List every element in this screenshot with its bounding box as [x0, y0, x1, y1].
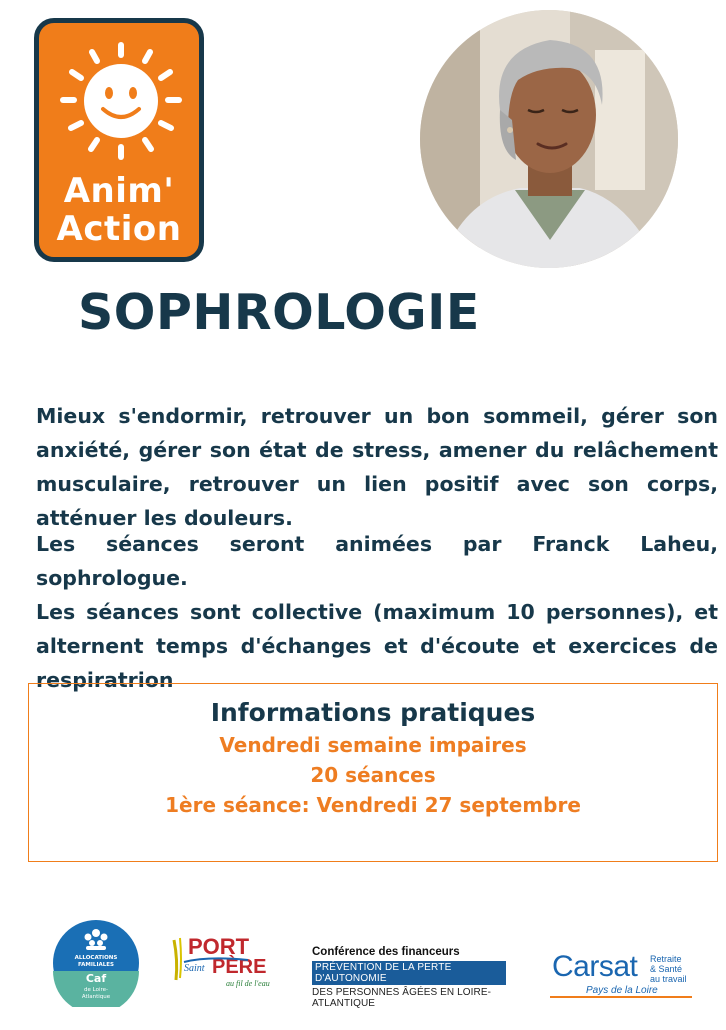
carsat-tagline-1: Retraite: [650, 954, 682, 964]
format-text: Les séances sont collective (maximum 10 personnes), et alternent temps d'échanges et d'écoute et exercices de respiratrion: [36, 600, 718, 692]
info-schedule: Vendredi semaine impaires: [219, 733, 527, 757]
caf-text-2: FAMILIALES: [78, 962, 114, 968]
benefits-paragraph: Mieux s'endormir, retrouver un bon sommeil, gérer son anxiété, gérer son état de stress, amener du relâchement musculaire, retrouver un lien positif avec son corps, atténuer les douleurs.: [36, 404, 718, 530]
page-title: SOPHROLOGIE: [78, 284, 480, 341]
anim-action-logo: [34, 18, 204, 262]
info-first-session: 1ère séance: Vendredi 27 septembre: [165, 793, 581, 817]
portpere-text-3: PÈRE: [212, 956, 267, 978]
conference-title: Conférence des financeurs: [312, 946, 460, 958]
caf-text-3: Caf: [85, 972, 107, 985]
logo-text-line1: Anim': [63, 171, 175, 211]
portrait-illustration: [420, 10, 678, 268]
carsat-underline: [550, 996, 692, 998]
caf-text-5: Atlantique: [81, 994, 111, 1000]
info-title: Informations pratiques: [210, 698, 536, 727]
portpere-text-4: au fil de l'eau: [226, 979, 270, 988]
carsat-logo: [550, 950, 700, 1000]
caf-logo: [52, 919, 140, 1007]
animator-text: Les séances seront animées par Franck Laheu, sophrologue.: [36, 532, 718, 590]
carsat-name: Carsat: [552, 950, 638, 983]
logo-text-line2: Action: [56, 209, 182, 249]
carsat-tagline: [650, 954, 687, 984]
carsat-region: Pays de la Loire: [586, 985, 658, 996]
carsat-tagline-3: au travail: [650, 974, 687, 984]
caf-text-1: ALLOCATIONS: [74, 955, 118, 961]
info-session-count: 20 séances: [310, 763, 436, 787]
portpere-text-2: Saint: [184, 963, 205, 974]
sun-icon: [39, 27, 199, 177]
portpere-text-1: PORT: [188, 934, 250, 959]
caf-emblem-icon: [52, 919, 140, 1007]
conference-region: DES PERSONNES ÂGÉES EN LOIRE-ATLANTIQUE: [312, 987, 492, 1009]
port-saint-pere-emblem-icon: [168, 930, 278, 992]
conference-financeurs-logo: [312, 946, 532, 1009]
conference-subtitle: PRÉVENTION DE LA PERTE D'AUTONOMIE: [312, 961, 506, 985]
caf-text-4: de Loire-: [84, 987, 108, 993]
details-paragraph: [36, 527, 718, 697]
practical-info-box: [28, 683, 718, 862]
senior-woman-photo: [420, 10, 678, 268]
carsat-tagline-2: & Santé: [650, 964, 683, 974]
port-saint-pere-logo: [168, 930, 278, 992]
